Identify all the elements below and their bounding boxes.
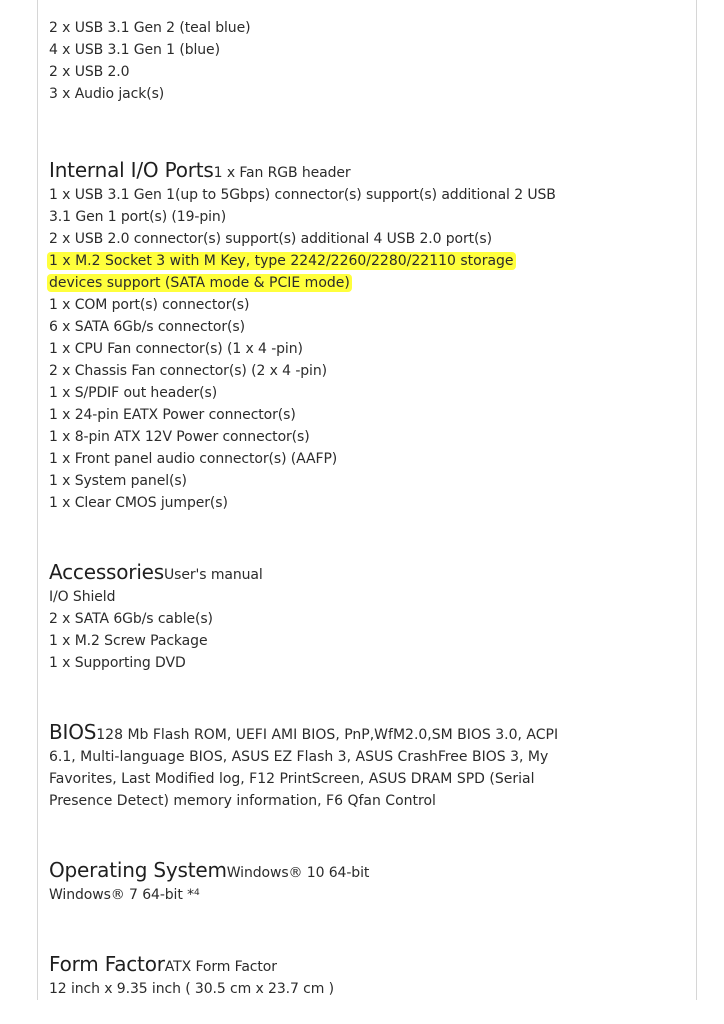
spec-line: 2 x Chassis Fan connector(s) (2 x 4 -pin) xyxy=(49,363,327,379)
spec-line: 1 x COM port(s) connector(s) xyxy=(49,297,250,313)
section-heading: Operating System xyxy=(49,858,227,882)
section-heading: Form Factor xyxy=(49,952,165,976)
spec-line: 3 x Audio jack(s) xyxy=(49,86,165,102)
footnote-marker: 4 xyxy=(193,888,200,898)
spec-line: 2 x USB 2.0 connector(s) support(s) additional 4 USB 2.0 port(s) xyxy=(49,231,492,247)
spec-line: 4 x USB 3.1 Gen 1 (blue) xyxy=(49,42,220,58)
right-border-rule xyxy=(696,0,697,1000)
spec-line: 1 x Supporting DVD xyxy=(49,655,186,671)
spec-line xyxy=(49,884,669,906)
internal-io-head-row xyxy=(49,159,669,184)
bios-section xyxy=(49,721,669,812)
section-heading: Internal I/O Ports xyxy=(49,158,214,182)
form-factor-section xyxy=(49,953,669,1000)
spec-line: 1 x System panel(s) xyxy=(49,473,187,489)
spec-line: 1 x S/PDIF out header(s) xyxy=(49,385,218,401)
os-head-row xyxy=(49,859,669,884)
highlighted-spec-line xyxy=(49,250,559,294)
spec-line: 1 x CPU Fan connector(s) (1 x 4 -pin) xyxy=(49,341,303,357)
spec-line: 2 x USB 2.0 xyxy=(49,64,130,80)
spec-line: 1 x USB 3.1 Gen 1(up to 5Gbps) connector(s) support(s) additional 2 USB 3.1 Gen 1 port(s) (19-pin) xyxy=(49,187,556,225)
accessories-section xyxy=(49,561,669,674)
spec-line: 1 x M.2 Screw Package xyxy=(49,633,208,649)
highlight-marker: 1 x M.2 Socket 3 with M Key, type 2242/2260/2280/22110 storage devices support (SATA mode & PCIE mode) xyxy=(49,253,514,291)
spec-content xyxy=(49,17,669,1000)
spec-line: 1 x Fan RGB header xyxy=(213,165,351,181)
spec-line: 2 x SATA 6Gb/s cable(s) xyxy=(49,611,213,627)
spec-line: 2 x USB 3.1 Gen 2 (teal blue) xyxy=(49,20,251,36)
spec-line: Windows® 10 64-bit xyxy=(226,865,370,881)
bios-text-block xyxy=(49,721,589,812)
internal-io-section xyxy=(49,159,669,514)
spec-line: 128 Mb Flash ROM, UEFI AMI BIOS, PnP,WfM2.0,SM BIOS 3.0, ACPI 6.1, Multi-language BIOS, ASUS EZ Flash 3, ASUS CrashFree BIOS 3, My Favorites, Last Modified log, F12 PrintScreen, ASUS DRAM SPD (Serial Presence Detect) memory information, F6 Qfan Control xyxy=(49,727,559,809)
spec-line: 12 inch x 9.35 inch ( 30.5 cm x 23.7 cm ) xyxy=(49,981,335,997)
spec-line: 1 x Front panel audio connector(s) (AAFP) xyxy=(49,451,338,467)
spec-line: 1 x Clear CMOS jumper(s) xyxy=(49,495,228,511)
form-factor-head-row xyxy=(49,953,669,978)
spec-line: 1 x 24-pin EATX Power connector(s) xyxy=(49,407,296,423)
back-panel-section xyxy=(49,17,669,105)
spec-line: 1 x 8-pin ATX 12V Power connector(s) xyxy=(49,429,310,445)
operating-system-section xyxy=(49,859,669,906)
left-border-rule xyxy=(37,0,38,1000)
spec-line: 6 x SATA 6Gb/s connector(s) xyxy=(49,319,245,335)
section-heading: BIOS xyxy=(49,720,97,744)
section-heading: Accessories xyxy=(49,560,165,584)
os-second-text: Windows® 7 64-bit * xyxy=(49,887,194,903)
spec-line: User's manual xyxy=(164,567,263,583)
spec-line: ATX Form Factor xyxy=(164,959,277,975)
spec-line: I/O Shield xyxy=(49,589,116,605)
accessories-head-row xyxy=(49,561,669,586)
